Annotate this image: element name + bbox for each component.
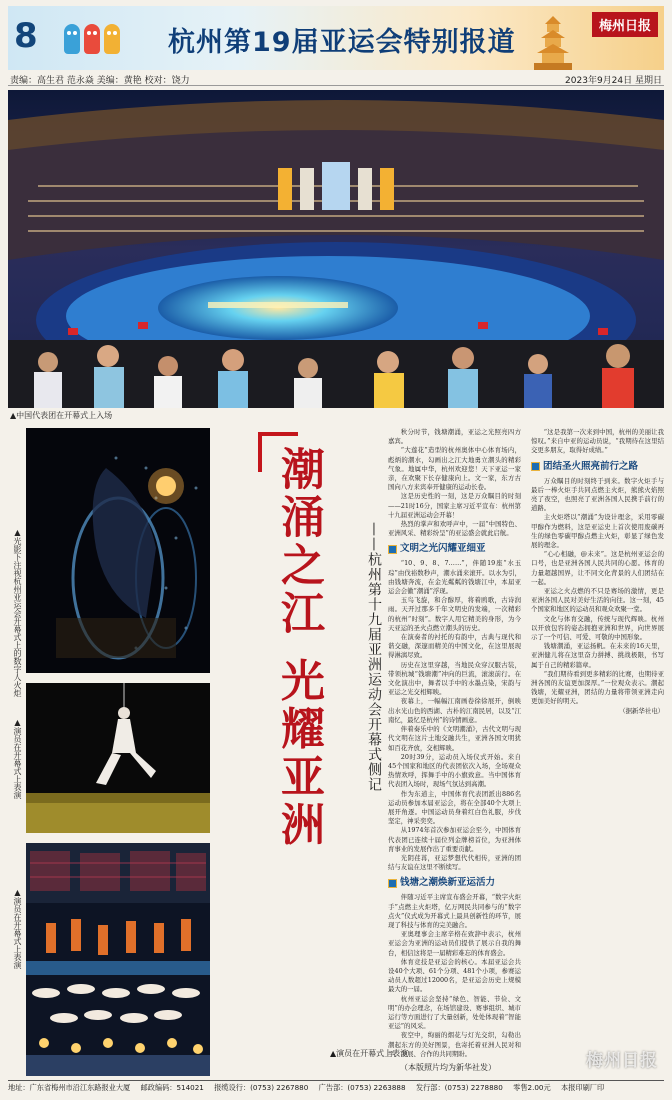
special-report-title: 杭州第19届亚运会特别报道 (168, 27, 516, 58)
section-heading-text: 文明之光闪耀亚细亚 (400, 543, 486, 555)
article-paragraph: 杭州亚运会坚持“绿色、智能、节俭、文明”的办会理念，在场馆建设、赛事组织、城市运行等方面进行了大量创新，处处体现着“智能亚运”的风采。 (388, 994, 521, 1031)
sub-headline: ——杭州第十九届亚洲运动会开幕式侧记 (366, 522, 382, 792)
section-heading-1 (388, 542, 521, 556)
headline-red-corner (258, 432, 298, 436)
mascot-lianlian-icon (84, 24, 100, 54)
article-paragraph: 历史在这里穿越，当地民众穿汉服古装，带领杭城“钱塘潮”冲向的巨流，滚滚前行。在文化演出中，舞者以手中的水墨点染，宋韵与亚运之光交相辉映。 (388, 660, 521, 697)
article-paragraph: “大莲花”造型的杭州奥体中心体育场内，彪炳的潮水，勾画出之江大地勇立潮头的精彩气象。地属中华，杭州欢迎您！天下亚运一家亲，在欢聚下长存健康向上。文一家，东方古国向八方来宾奉开健康的运动长卷。 (388, 446, 521, 492)
article-paragraph: 玉鸟飞旋，和合醇厚，将着鸥歌，古诗润雨。天开过那多千年文明史的发端，一次精彩的杭州“时刻”。数字人用它精美的身形，为今天亚运的圣火点燃立潮头的历史。 (388, 596, 521, 632)
section-marker-icon (388, 545, 397, 554)
headline-block (258, 432, 346, 862)
bottom-photo-caption: ▲演员在开幕式上表演 (330, 1049, 409, 1058)
article-body (388, 428, 664, 1076)
page-number: 8 (14, 16, 38, 56)
photo-stage-performers (26, 843, 210, 1076)
article-paragraph: 光阴荏苒，亚运梦想代代相传，亚洲的团结与友谊在这里不断续写。 (388, 853, 521, 872)
article-paragraph: 万众瞩目的时刻终于到来。数字火炬手与最后一棒火炬手共同点燃主火炬，熊熊火焰照亮了夜空，也照亮了亚洲各国人民携手前行的道路。 (531, 476, 664, 513)
headline-red-corner-vertical (258, 432, 262, 472)
stadium-illustration (8, 90, 664, 408)
section-heading-text: 钱塘之潮焕新亚运活力 (400, 877, 496, 889)
article-paragraph: 秋分时节，钱塘潮涌，亚运之光照亮四方嘉宾。 (388, 428, 521, 446)
section-marker-icon (531, 462, 540, 471)
mascot-chenchen-icon (104, 24, 120, 54)
article-paragraph: “我们期待看到更多精彩的比赛，也期待亚洲各国的友谊更加深厚。”一位观众表示。潮起钱塘，光耀亚洲，团结的力量将带领亚洲走向更加美好的明天。 (531, 669, 664, 706)
article-paragraph: 夜空中，绚丽的烟花与灯光交织，勾勒出潮起东方的美好图景，也寄托着亚洲人民对和平、发展、合作的共同期盼。 (388, 1031, 521, 1058)
article-paragraph: 从1974年首次参加亚运会至今，中国体育代表团已连续十届位列金牌榜首位，为亚洲体育事业的发展作出了重要贡献。 (388, 826, 521, 853)
footer-price: 零售2.00元 (513, 1083, 551, 1092)
masthead-banner (8, 6, 664, 70)
photo-2-caption: ▲演员在开幕式上表演 (13, 718, 22, 799)
stage-performers-illustration (26, 843, 210, 1076)
digital-torch-illustration (26, 428, 210, 673)
article-paragraph: 夜幕上，一幅幅江南画卷徐徐展开，倒映出水光山色的西湖、古朴的江南民居，以及“江南忆，最忆是杭州”的诗情画意。 (388, 697, 521, 724)
photo-aerial-performer (26, 683, 210, 833)
credits-bar (8, 72, 664, 86)
article-paragraph: 亚奥理事会主席辛格在致辞中表示，杭州亚运会为亚洲的运动员们提供了展示自我的舞台，相信这将是一届精彩难忘的体育盛会。 (388, 930, 521, 957)
article-paragraph: “10、9、8、7……”，伴随19座“水玉琮”由伐裕数秒声，潮水涌来滚开。以水为引，由钱塘奔流，在金光粼粼的钱塘江中，本届亚运会会徽“潮涌”浮现。 (388, 559, 521, 596)
article-paragraph: “这是我第一次来到中国，杭州的美丽让我惊叹。”来自中亚的运动员说，“我期待在这里结交更多朋友，取得好成绩。” (531, 428, 664, 455)
section-heading-3 (531, 460, 664, 474)
footer-ads: 广告部：(0753) 2263888 (318, 1083, 406, 1092)
photo-digital-torchbearer (26, 428, 210, 673)
footer-address: 地址：广东省梅州市沿江东路报业大厦 (8, 1083, 131, 1092)
article-paragraph: 伴着奏乐中的《文明潮涌》，古代文明与现代文明在这片土地交融共生，亚洲各国文明犹如百花齐放，交相辉映。 (388, 725, 521, 752)
article-paragraph: “心心相融，@未来”。这是杭州亚运会的口号，也是亚洲各国人民共同的心愿。体育的力量超越国界，让不同文化背景的人们团结在一起。 (531, 550, 664, 586)
issue-date: 2023年9月24日 星期日 (565, 76, 662, 86)
article-paragraph: 体育竞技是亚运会的核心。本届亚运会共设40个大项、61个分项、481个小项，参赛运动员人数超过12000名，是亚运会历史上规模最大的一届。 (388, 957, 521, 994)
main-headline: 潮涌之江 光耀亚洲 (273, 446, 324, 850)
article-paragraph: 钱塘潮涌，亚运扬帆。在未来的16天里，亚洲健儿将在这里奋力拼搏、挑战极限，书写属于自己的精彩篇章。 (531, 642, 664, 669)
article-paragraph: 作为东道主，中国体育代表团派出886名运动员参加本届亚运会，将在全部40个大项上展开角逐。中国运动员身着红白色礼服，步伐坚定，神采奕奕。 (388, 789, 521, 826)
main-photo-opening-ceremony (8, 90, 664, 408)
article-paragraph: 在演奏者的衬托的有韵中，古典与现代和谐交融，深邃而精美的中国文化，在这里展现得淋漓尽致。 (388, 633, 521, 660)
article-credit: （据新华社电） (619, 706, 664, 715)
newspaper-watermark: 梅州日报 (586, 1051, 658, 1071)
article-paragraph: 热烈的掌声和欢呼声中，一届“中国特色、亚洲风采、精彩纷呈”的亚运盛会就此启航。 (388, 520, 521, 538)
section-marker-icon (388, 879, 397, 888)
pagoda-icon (528, 14, 578, 70)
section-heading-text: 团结圣火照亮前行之路 (543, 460, 639, 472)
photo-column (8, 428, 213, 1076)
section-heading-2 (388, 876, 521, 890)
footer-postcode: 邮政编码：514021 (140, 1083, 204, 1092)
newspaper-logo: 梅州日报 (592, 12, 658, 37)
editor-credits: 责编：高生君 范永焱 美编：黄艳 校对：饶力 (10, 76, 190, 86)
photo-credit: （本版照片均为新华社发） (400, 1063, 496, 1072)
footer-hotline: 报缆设行：(0753) 2267880 (214, 1083, 309, 1092)
photo-1-caption: ▲光影下注视杭州亚运会开幕式上的数字人火炬 (13, 528, 22, 697)
main-photo-caption: ▲中国代表团在开幕式上入场 (10, 411, 113, 420)
article-paragraph: 主火炬塔以“潮涌”为设计理念，采用零碳甲醇作为燃料，这是亚运史上首次使用废碳再生的绿色零碳甲醇点燃主火炬，彰显了绿色发展的理念。 (531, 513, 664, 550)
article-paragraph: 文化与体育交融，传统与现代辉映。杭州以开放包容的姿态拥抱亚洲和世界，向世界展示了一个可信、可爱、可敬的中国形象。 (531, 614, 664, 642)
mascot-congcong-icon (64, 24, 80, 54)
footer-printer: 本报印刷厂印 (561, 1083, 605, 1092)
footer-bar (8, 1080, 664, 1096)
performer-illustration (26, 683, 210, 833)
photo-3-caption: ▲演员在开幕式上表演 (13, 888, 22, 969)
footer-distribution: 发行部：(0753) 2278880 (415, 1083, 503, 1092)
article-paragraph: 这是历史性的一刻，这是万众瞩目的时刻——21时16分，国家主席习近平宣布：杭州第十九届亚洲运动会开幕！ (388, 492, 521, 519)
article-paragraph: 20时39分，运动员入场仪式开始。来自45个国家和地区的代表团依次入场，全场观众热情欢呼，挥舞手中的小旗致意。当中国体育代表团入场时，现场气氛达到高潮。 (388, 752, 521, 789)
article-paragraph: 亚运之火点燃的不只是赛场的激情，更是亚洲各国人民对美好生活的向往。这一刻，45个国家和地区的运动员和观众欢聚一堂。 (531, 587, 664, 614)
article-paragraph: 伴随习近平主席宣布盛会开幕，“数字火炬手”点燃主火炬塔，亿万网民共同参与的“数字点火”仪式成为开幕式上最具创新性的环节，展现了科技与体育的完美融合。 (388, 893, 521, 929)
